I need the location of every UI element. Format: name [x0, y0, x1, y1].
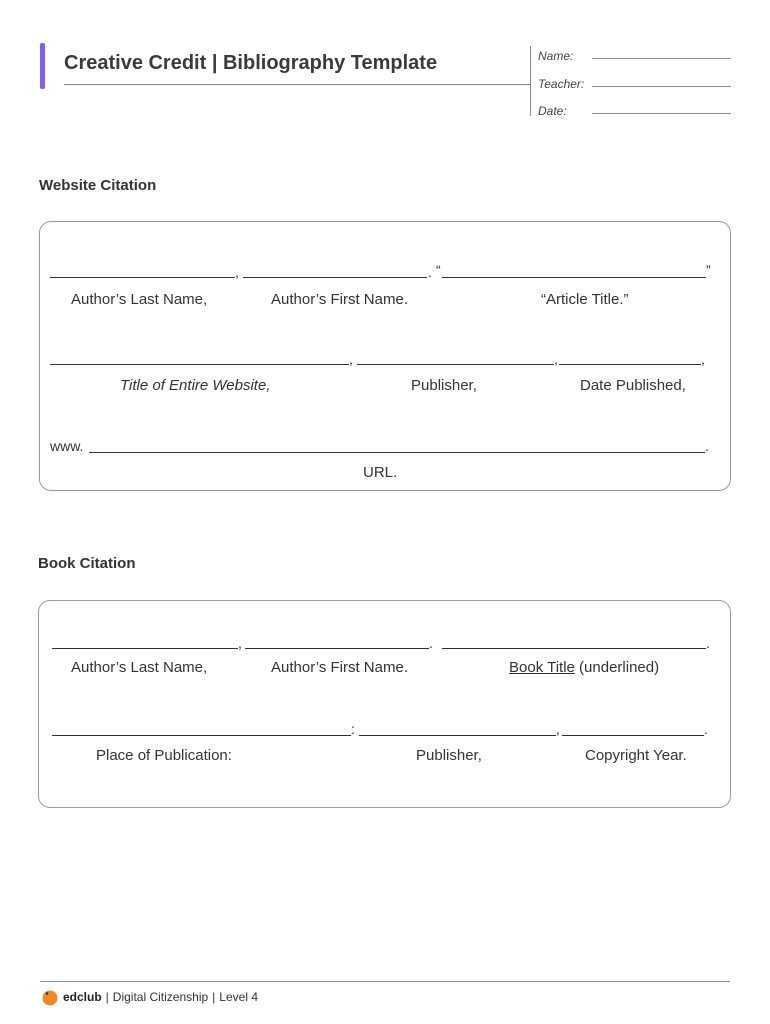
comma: ,: [556, 721, 560, 737]
name-field[interactable]: [592, 58, 731, 59]
site-title-blank[interactable]: [50, 364, 349, 365]
website-section-title: Website Citation: [39, 177, 157, 194]
site-title-label: Title of Entire Website,: [120, 377, 271, 394]
book-title-text: Book Title: [509, 659, 575, 676]
place-blank[interactable]: [52, 735, 351, 736]
meta-divider: [530, 46, 531, 116]
book-author-first-label: Author’s First Name.: [271, 659, 408, 676]
book-author-last-label: Author’s Last Name,: [71, 659, 208, 676]
comma: ,: [554, 351, 558, 367]
footer-separator: |: [212, 990, 216, 1004]
book-publisher-blank[interactable]: [359, 735, 556, 736]
teacher-field[interactable]: [592, 86, 731, 87]
comma: ,: [235, 264, 239, 280]
close-quote: ”: [706, 262, 711, 278]
name-label: Name:: [538, 49, 574, 63]
page-title: Creative Credit | Bibliography Template: [64, 52, 438, 74]
url-blank[interactable]: [89, 452, 705, 453]
edclub-logo-icon: [40, 988, 58, 1006]
comma: ,: [349, 351, 353, 367]
article-title-blank[interactable]: [442, 277, 706, 278]
period: .: [429, 635, 433, 651]
book-section-title: Book Citation: [38, 555, 136, 572]
colon: :: [351, 721, 355, 737]
copyright-year-blank[interactable]: [562, 735, 704, 736]
comma: ,: [238, 635, 242, 651]
book-title-blank[interactable]: [442, 648, 706, 649]
place-label: Place of Publication:: [96, 747, 232, 764]
author-first-blank[interactable]: [243, 277, 427, 278]
publisher-blank[interactable]: [357, 364, 554, 365]
url-label: URL.: [363, 464, 398, 481]
date-field[interactable]: [592, 113, 731, 114]
author-last-blank[interactable]: [50, 277, 235, 278]
author-last-label: Author’s Last Name,: [71, 291, 208, 308]
book-citation-box: [38, 600, 731, 808]
period: .: [706, 635, 710, 651]
copyright-year-label: Copyright Year.: [585, 747, 687, 764]
article-title-label: “Article Title.”: [541, 291, 629, 308]
underlined-note: (underlined): [579, 659, 660, 676]
date-label: Date:: [538, 104, 567, 118]
publisher-label: Publisher,: [411, 377, 477, 394]
author-first-label: Author’s First Name.: [271, 291, 408, 308]
footer-separator: |: [105, 990, 109, 1004]
date-published-blank[interactable]: [559, 364, 701, 365]
footer-level: Level 4: [219, 990, 258, 1004]
book-title-label: [509, 659, 659, 676]
footer-rule: [40, 981, 730, 982]
book-publisher-label: Publisher,: [416, 747, 482, 764]
title-rule: [64, 84, 530, 85]
period: .: [705, 438, 709, 454]
accent-bar: [40, 43, 45, 89]
period: .: [428, 264, 432, 280]
book-author-last-blank[interactable]: [52, 648, 238, 649]
website-citation-box: [39, 221, 731, 491]
open-quote: “: [436, 262, 441, 278]
comma: ,: [701, 351, 705, 367]
date-published-label: Date Published,: [580, 377, 686, 394]
footer-course: Digital Citizenship: [112, 990, 209, 1004]
footer: [40, 988, 258, 1006]
footer-brand: edclub: [63, 990, 102, 1004]
period: .: [704, 721, 708, 737]
www-prefix: www.: [50, 438, 84, 454]
teacher-label: Teacher:: [538, 77, 585, 91]
book-author-first-blank[interactable]: [245, 648, 429, 649]
